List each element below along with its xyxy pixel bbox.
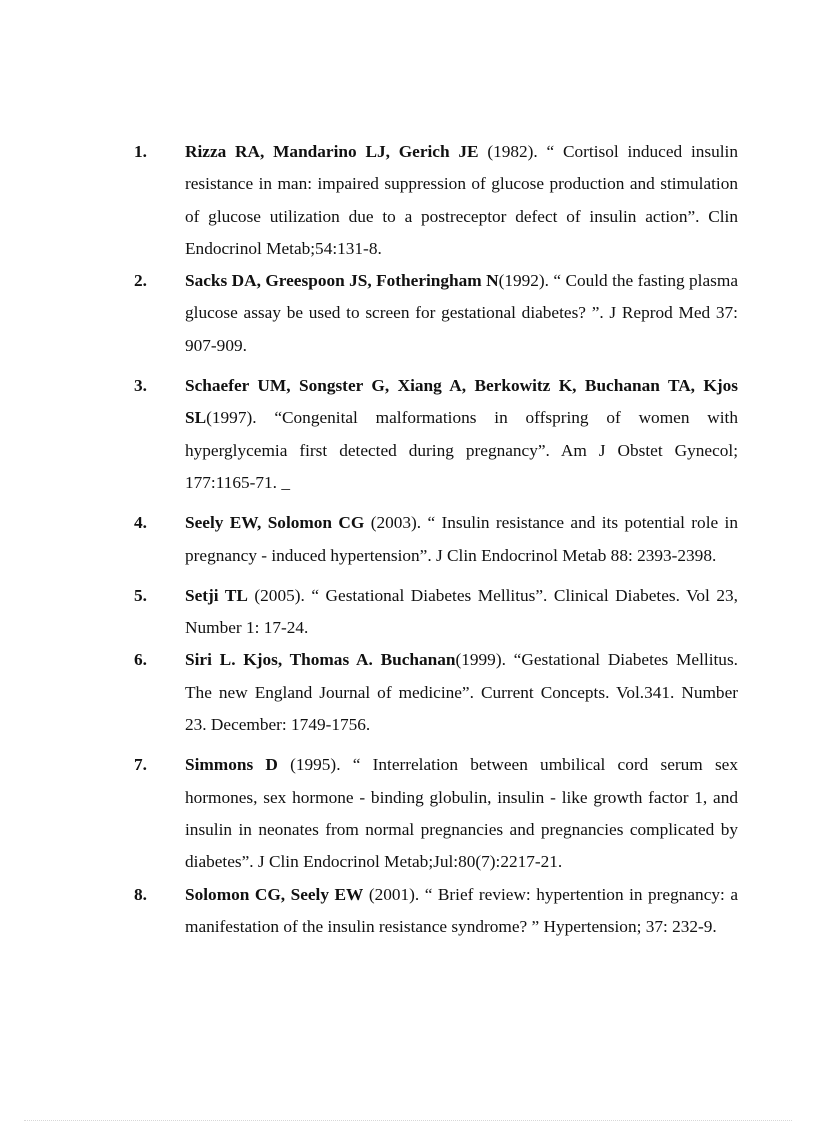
reference-number: 5. bbox=[134, 585, 147, 605]
reference-authors: Schaefer UM, Songster G, Xiang A, Berkowitz K, Buchanan TA, Kjos SL bbox=[185, 376, 738, 428]
reference-item bbox=[134, 749, 738, 878]
reference-authors: Sacks DA, Greespoon JS, Fotheringham N bbox=[185, 271, 499, 291]
reference-citation: (2005). “ Gestational Diabetes Mellitus”. Clinical Diabetes. Vol 23, Number 1: 17-24. bbox=[185, 585, 738, 638]
reference-number: 8. bbox=[134, 884, 147, 904]
reference-authors: Seely EW, Solomon CG bbox=[185, 513, 365, 533]
reference-authors: Rizza RA, Mandarino LJ, Gerich JE bbox=[185, 142, 479, 161]
reference-item bbox=[134, 879, 738, 944]
reference-item bbox=[134, 644, 738, 741]
reference-item bbox=[134, 507, 738, 572]
reference-number: 4. bbox=[134, 513, 147, 533]
reference-number: 7. bbox=[134, 755, 147, 775]
reference-item bbox=[134, 265, 738, 362]
reference-authors: Siri L. Kjos, Thomas A. Buchanan bbox=[185, 650, 456, 670]
reference-citation: (2003). “ Insulin resistance and its potential role in pregnancy - induced hypertension”. J Clin Endocrinol Metab 88: 2393-2398. bbox=[185, 513, 738, 565]
page-bottom-divider bbox=[24, 1120, 792, 1121]
reference-citation: (1999). “Gestational Diabetes Mellitus. The new England Journal of medicine”. Current Concepts. Vol.341. Number 23. December: 1749-1756. bbox=[185, 650, 738, 735]
reference-list bbox=[134, 136, 738, 943]
reference-citation: (1997). “Congenital malformations in offspring of women with hyperglycemia first detected during pregnancy”. Am J Obstet Gynecol; 177:1165-71. _ bbox=[185, 408, 738, 492]
reference-authors: Setji TL bbox=[185, 585, 248, 605]
reference-number: 2. bbox=[134, 271, 147, 291]
reference-citation: (1992). “ Could the fasting plasma glucose assay be used to screen for gestational diabetes? ”. J Reprod Med 37: 907-909. bbox=[185, 271, 738, 355]
reference-item bbox=[134, 370, 738, 499]
reference-number: 3. bbox=[134, 376, 147, 396]
reference-number: 6. bbox=[134, 650, 147, 670]
reference-item bbox=[134, 136, 738, 265]
reference-authors: Simmons D bbox=[185, 755, 278, 775]
reference-authors: Solomon CG, Seely EW bbox=[185, 884, 364, 904]
reference-citation: (2001). “ Brief review: hypertention in pregnancy: a manifestation of the insulin resistance syndrome? ” Hypertension; 37: 232-9. bbox=[185, 884, 738, 936]
reference-citation: (1995). “ Interrelation between umbilical cord serum sex hormones, sex hormone - binding globulin, insulin - like growth factor 1, and insulin in neonates from normal pregnancies and pregnancies complicated by diabetes”. J Clin Endocrinol Metab;Jul:80(7):2217-21. bbox=[185, 755, 738, 872]
reference-item bbox=[134, 580, 738, 645]
reference-citation: (1982). “ Cortisol induced insulin resistance in man: impaired suppression of glucose production and stimulation of glucose utilization due to a postreceptor defect of insulin action”. Clin Endocrinol Metab;54:131-8. bbox=[185, 142, 738, 258]
reference-number: 1. bbox=[134, 142, 147, 161]
